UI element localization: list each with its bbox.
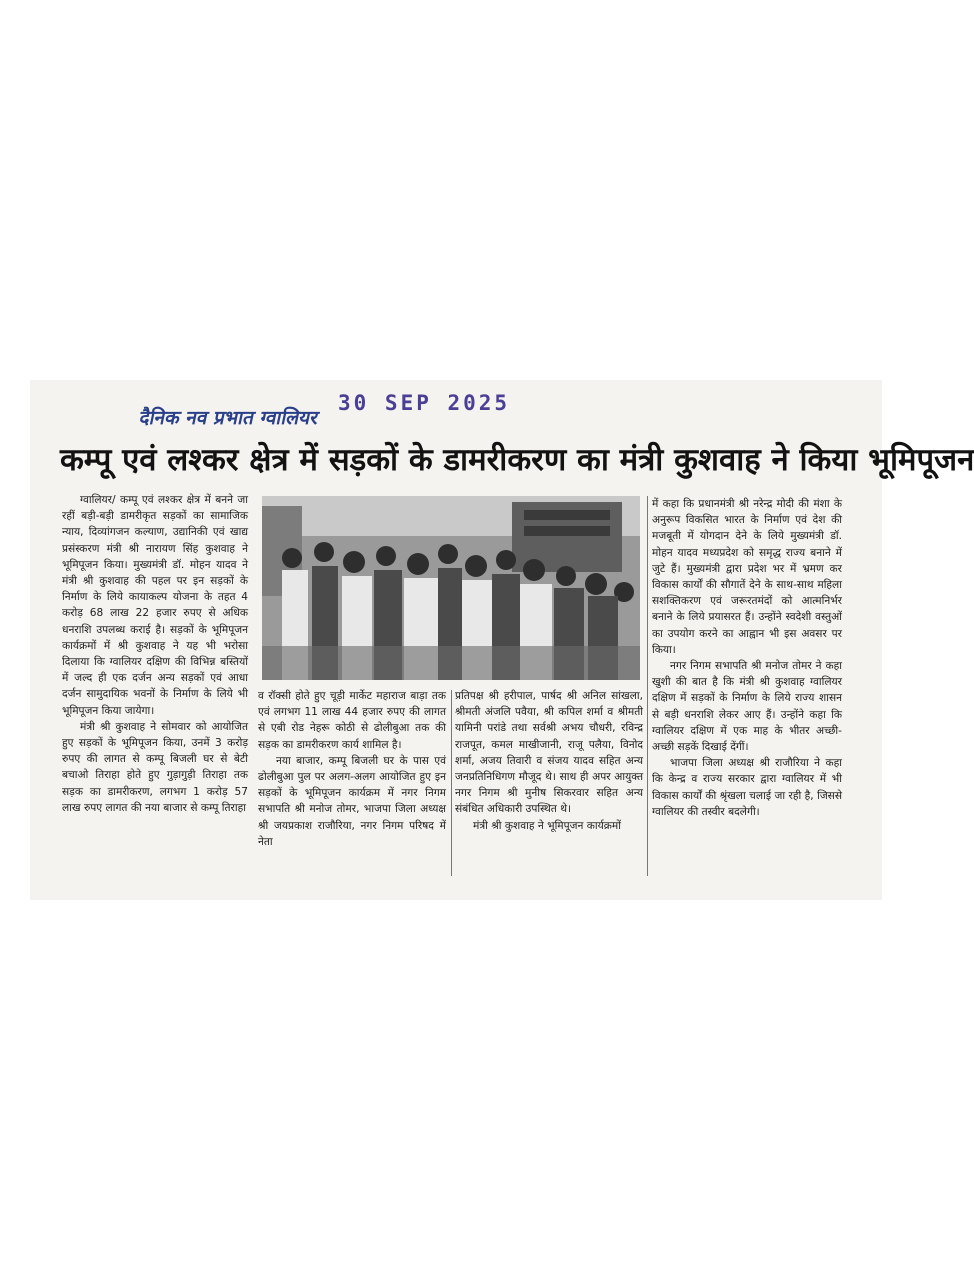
- event-photo: [262, 496, 640, 680]
- col3-paragraph-2: मंत्री श्री कुशवाह ने भूमिपूजन कार्यक्रमों: [473, 819, 622, 832]
- column-divider: [451, 690, 452, 876]
- col3-paragraph-1: प्रतिपक्ष श्री हरीपाल, पार्षद श्री अनिल सांखला, श्रीमती अंजलि पवैया, श्री कपिल शर्मा व श्रीमती यामिनी परांडे तथा सर्वश्री अभय चौधरी, रविन्द्र राजपूत, कमल माखीजानी, राजू पलैया, विनोद शर्मा, अजय तिवारी व संजय यादव सहित अन्य जनप्रतिनिधिगण मौजूद थे। साथ ही अपर आयुक्त नगर निगम श्री मुनीष सिकरवार सहित अन्य संबंधित अधिकारी उपस्थित थे।: [455, 690, 643, 816]
- article-headline: कम्पू एवं लश्कर क्षेत्र में सड़कों के डामरीकरण का मंत्री कुशवाह ने किया भूमिपूजन: [60, 442, 974, 478]
- article-column-1: [62, 492, 248, 892]
- newspaper-masthead: दैनिक नव प्रभात ग्वालियर: [137, 407, 321, 429]
- date-stamp: 30 SEP 2025: [338, 391, 511, 415]
- col1-paragraph-1: ग्वालियर/ कम्पू एवं लश्कर क्षेत्र में बनने जा रहीं बड़ी-बड़ी डामरीकृत सड़कों का सामाजिक न्याय, दिव्यांगजन कल्याण, उद्यानिकी एवं खाद्य प्रसंस्करण मंत्री श्री नारायण सिंह कुशवाह ने भूमिपूजन किया। मुख्यमंत्री डॉ. मोहन यादव ने मंत्री श्री कुशवाह की पहल पर इन सड़कों के निर्माण के लिये कायाकल्प योजना के तहत 4 करोड़ 68 लाख 22 हजार रुपए से अधिक धनराशि उपलब्ध कराई है। सड़कों के भूमिपूजन कार्यक्रमों में श्री कुशवाह ने यह भी भरोसा दिलाया कि ग्वालियर दक्षिण की विभिन्न बस्तियों में जल्द ही एक दर्जन अन्य सड़कों एवं आधा दर्जन सामुदायिक भवनों के निर्माण के लिये भी भूमिपूजन किया जायेगा।: [62, 494, 248, 717]
- col2-paragraph-1: व रॉक्सी होते हुए चूड़ी मार्केट महाराज बाड़ा तक एवं लगभग 11 लाख 44 हजार रुपए की लागत से एबी रोड नेहरू कोठी से ढोलीबुआ तक की सड़क का डामरीकरण कार्य शामिल है।: [258, 690, 446, 751]
- col4-paragraph-3: भाजपा जिला अध्यक्ष श्री राजौरिया ने कहा कि केन्द्र व राज्य सरकार द्वारा ग्वालियर में भी विकास कार्यों की श्रृंखला चलाई जा रही है, जिससे ग्वालियर की तस्वीर बदलेगी।: [652, 757, 842, 818]
- col2-paragraph-2: नया बाजार, कम्पू बिजली घर के पास एवं ढोलीबुआ पुल पर अलग-अलग आयोजित हुए इन सड़कों के भूमिपूजन कार्यक्रम में नगर निगम सभापति श्री मनोज तोमर, भाजपा जिला अध्यक्ष श्री जयप्रकाश राजौरिया, नगर निगम परिषद में नेता: [258, 754, 446, 848]
- article-column-3: [455, 688, 643, 880]
- article-column-4: [652, 496, 842, 880]
- col4-paragraph-1: में कहा कि प्रधानमंत्री श्री नरेन्द्र मोदी की मंशा के अनुरूप विकसित भारत के निर्माण एवं देश की मजबूती में योगदान देने के लिये मुख्यमंत्री डॉ. मोहन यादव मध्यप्रदेश को समृद्ध राज्य बनाने में जुटे हैं। मुख्यमंत्री द्वारा प्रदेश भर में भ्रमण कर विकास कार्यों की सौगातें देने के साथ-साथ महिला सशक्तिकरण एवं जरूरतमंदों को आत्मनिर्भर बनाने के लिये प्रयासरत हैं। उन्होंने स्वदेशी वस्तुओं का उपयोग करने का आह्वान भी इस अवसर पर किया।: [652, 498, 842, 656]
- col4-paragraph-2: नगर निगम सभापति श्री मनोज तोमर ने कहा खुशी की बात है कि मंत्री श्री कुशवाह ग्वालियर दक्षिण में सड़कों के निर्माण के लिये राज्य शासन से बड़ी धनराशि लेकर आए हैं। उन्होंने कहा कि ग्वालियर दक्षिण में एक माह के भीतर अच्छी-अच्छी सड़कें दिखाई देंगीं।: [652, 660, 842, 754]
- article-column-2: [258, 688, 446, 880]
- crowd-photo-illustration: [262, 496, 640, 680]
- column-divider: [647, 496, 648, 876]
- col1-paragraph-2: मंत्री श्री कुशवाह ने सोमवार को आयोजित हुए सड़कों के भूमिपूजन किया, उनमें 3 करोड़ रुपए की लागत से कम्पू बिजली घर से बेटी बचाओ तिराहा होते हुए गुड़ागुड़ी तिराहा तक सड़क का डामरीकरण, लगभग 1 करोड़ 57 लाख रुपए लागत की नया बाजार से कम्पू तिराहा: [62, 720, 248, 814]
